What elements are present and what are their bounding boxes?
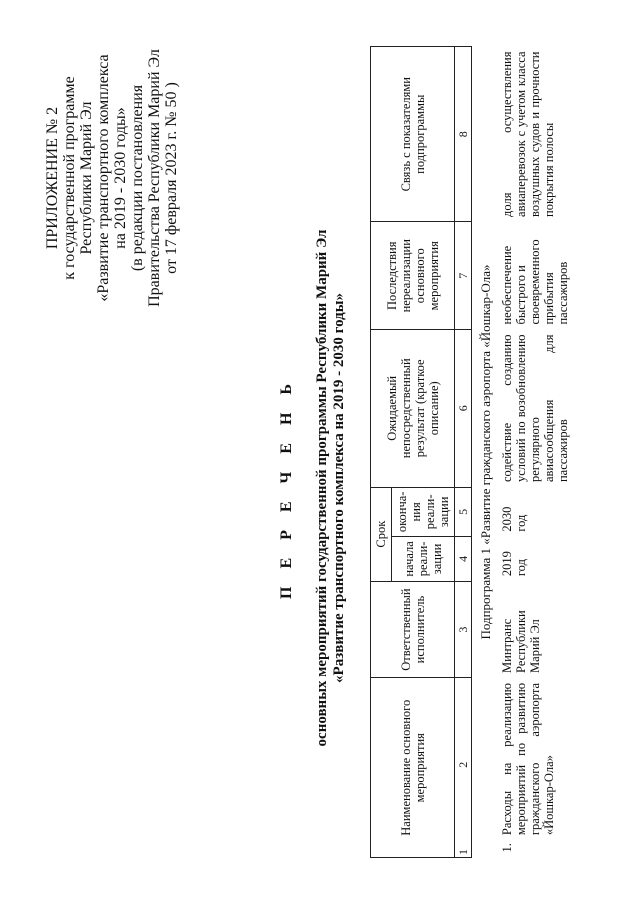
appendix-block: [44, 28, 180, 328]
column-number-6: 6: [455, 330, 472, 488]
appendix-line: к государственной программе: [61, 76, 78, 280]
activities-table: [370, 46, 572, 858]
column-number-5: 5: [455, 487, 472, 537]
document-heading: [278, 208, 348, 768]
header-consequences: Последствия нереализации основного мероприятия: [371, 222, 455, 330]
subprogram-title: Подпрограмма 1 «Развитие гражданского аэропорта «Йошкар-Ола»: [478, 264, 493, 640]
table-row: [498, 47, 572, 858]
appendix-line: (в редакции постановления: [129, 84, 146, 272]
cell-name: [498, 678, 572, 858]
column-number-4: 4: [455, 537, 472, 581]
document-subtitle-line1: основных мероприятий государственной программы Республики Марий Эл: [314, 229, 330, 747]
row-number: 1.: [500, 843, 514, 853]
cell-start: 2019 год: [500, 551, 528, 577]
header-start: начала реали-зации: [392, 537, 455, 581]
cell-end: 2030 год: [500, 506, 528, 532]
appendix-line: от 17 февраля 2023 г. № 50 ): [163, 82, 180, 274]
header-name: Наименование основного мероприятия: [371, 678, 455, 858]
column-number-2: 2: [456, 761, 470, 768]
appendix-line: ПРИЛОЖЕНИЕ № 2: [44, 106, 61, 250]
document-title: П Е Р Е Ч Е Н Ь: [278, 377, 295, 599]
cell-executor: Минтранс Республики Марий Эл: [500, 610, 542, 673]
appendix-line: Правительства Республики Марий Эл: [146, 49, 163, 307]
column-number: [455, 678, 472, 858]
header-link: Связь с показателями подпрограммы: [371, 47, 455, 222]
activity-name: Расходы на реализацию мероприятий по развитию гражданского аэропорта «Йошкар-Ола»: [500, 682, 556, 836]
column-number-7: 7: [455, 222, 472, 330]
document-subtitle-line2: «Развитие транспортного комплекса на 2019 - 2030 годы»: [331, 293, 347, 683]
column-numbers-row: [455, 47, 472, 858]
header-executor: Ответственный исполнитель: [371, 581, 455, 678]
cell-link: доля осуществления авиаперевозок с учетом класса воздушных судов и прочности покрытия полосы: [500, 51, 556, 217]
appendix-line: на 2019 - 2030 годы»: [112, 107, 129, 249]
subprogram-row: [472, 47, 499, 858]
cell-consequences: необеспечение быстрого и своевременного прибытия пассажиров: [500, 239, 570, 325]
column-number-1: 1: [456, 849, 470, 855]
header-result: Ожидаемый непосредственный результат (краткое описание): [371, 330, 455, 488]
appendix-line: Республики Марий Эл: [78, 101, 95, 255]
column-number-3: 3: [455, 581, 472, 678]
header-term: Срок: [371, 487, 392, 581]
appendix-line: «Развитие транспортного комплекса: [95, 54, 112, 302]
header-end: оконча-ния реали-зации: [392, 487, 455, 537]
column-number-8: 8: [455, 47, 472, 222]
cell-result: содействие созданию условий по возобновлению регулярного авиасообщения для пассажиров: [500, 334, 570, 483]
